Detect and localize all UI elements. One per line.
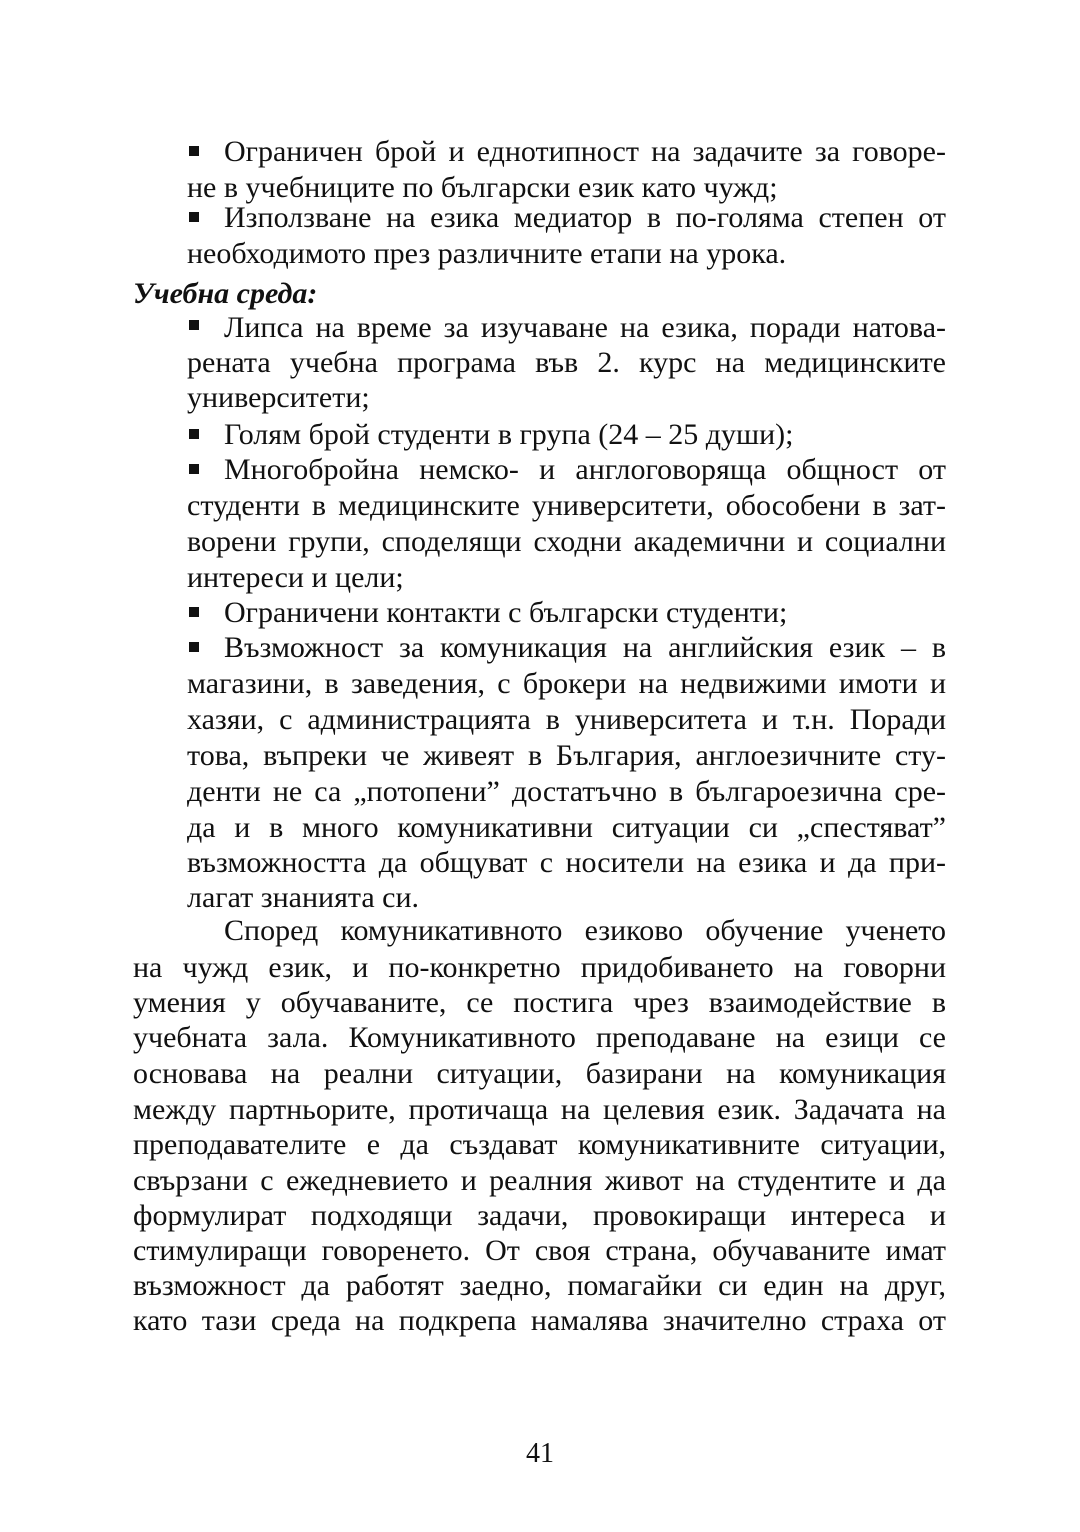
bullet-line: студенти в медицинските университети, обособени в зат- (187, 489, 946, 522)
paragraph-line: учебната зала. Комуникативното преподаване на езици се (133, 1021, 946, 1054)
bullet-line: Използване на езика медиатор в по-голяма степен от (224, 201, 946, 234)
bullet-line: университети; (187, 381, 370, 414)
paragraph-line: формулират подходящи задачи, провокиращи интереса и (133, 1199, 946, 1232)
bullet-square-icon (189, 607, 199, 617)
bullet-line: ворени групи, споделящи сходни академични и социални (187, 525, 946, 558)
paragraph-line: стимулиращи говоренето. От своя страна, обучаваните имат (133, 1234, 946, 1267)
paragraph-line: преподавателите е да създават комуникативните ситуации, (133, 1128, 946, 1161)
bullet-line: необходимото през различните етапи на урока. (187, 237, 787, 270)
paragraph-line: възможност да работят заедно, помагайки си един на друг, (133, 1269, 946, 1302)
bullet-line: Многобройна немско- и англоговоряща общност от (224, 453, 946, 486)
paragraph-line: на чужд език, и по-конкретно придобиването на говорни (133, 951, 946, 984)
bullet-line: Липса на време за изучаване на езика, поради натова- (224, 311, 946, 344)
bullet-line: не в учебниците по български език като чужд; (187, 171, 778, 204)
paragraph-line: основава на реални ситуации, базирани на комуникация (133, 1057, 946, 1090)
paragraph-line: умения у обучаваните, се постига чрез взаимодействие в (133, 986, 946, 1019)
bullet-line: рената учебна програма във 2. курс на медицинските (187, 346, 946, 379)
bullet-line: хазяи, с администрацията в университета и т.н. Поради (187, 703, 946, 736)
bullet-line: Голям брой студенти в група (24 – 25 души); (224, 418, 794, 451)
bullet-line: възможността да общуват с носители на езика и да при- (187, 846, 946, 879)
bullet-line: това, въпреки че живеят в България, англоезичните сту- (187, 739, 946, 772)
page-number: 41 (526, 1438, 554, 1469)
bullet-line: интереси и цели; (187, 561, 404, 594)
bullet-line: магазини, в заведения, с брокери на недвижими имоти и (187, 667, 946, 700)
paragraph-line: като тази среда на подкрепа намалява значително страха от (133, 1304, 946, 1337)
bullet-line: Ограничени контакти с български студенти; (224, 596, 788, 629)
bullet-square-icon (189, 464, 199, 474)
bullet-line: денти не са „потопени” достатъчно в българоезична сре- (187, 775, 946, 808)
bullet-line: лагат знанията си. (187, 881, 420, 914)
paragraph-line: между партньорите, протичаща на целевия език. Задачата на (133, 1093, 946, 1126)
bullet-line: Възможност за комуникация на английския език – в (224, 631, 946, 664)
paragraph-line: свързани с ежедневието и реалния живот на студентите и да (133, 1164, 946, 1197)
section-heading: Учебна среда: (133, 277, 318, 310)
bullet-square-icon (189, 212, 199, 222)
bullet-line: Ограничен брой и еднотипност на задачите за говоре- (224, 135, 946, 168)
bullet-square-icon (189, 146, 199, 156)
paragraph-line: Според комуникативното езиково обучение ученето (224, 914, 946, 947)
bullet-line: да и в много комуникативни ситуации си „спестяват” (187, 811, 946, 844)
bullet-square-icon (189, 642, 199, 652)
bullet-square-icon (189, 320, 199, 330)
bullet-square-icon (189, 429, 199, 439)
